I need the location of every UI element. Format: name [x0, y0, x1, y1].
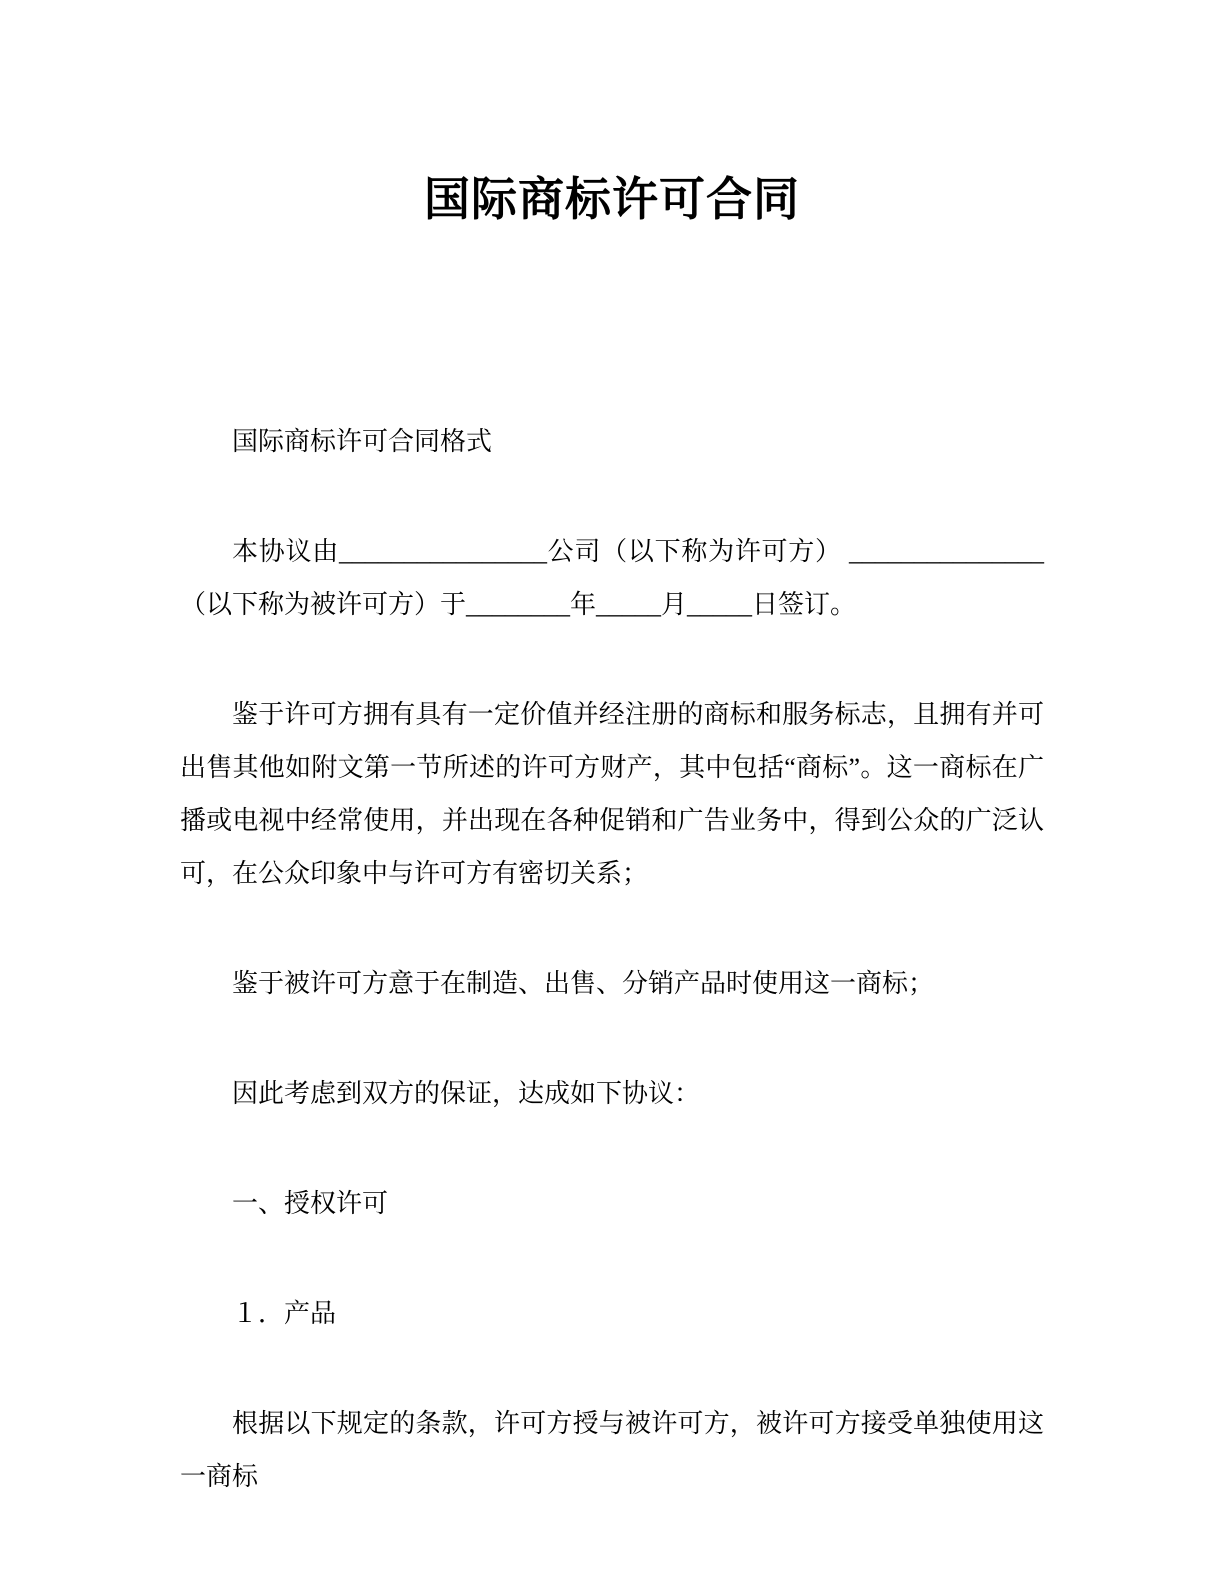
- consideration-clause: 因此考虑到双方的保证，达成如下协议：: [232, 1078, 701, 1108]
- whereas-licensee-clause: 鉴于被许可方意于在制造、出售、分销产品时使用这一商标；: [232, 968, 935, 998]
- clause-1-products-heading: １．产品: [232, 1298, 337, 1328]
- document-body: [180, 415, 1044, 1503]
- parties-and-date-clause: 本协议由________________公司（以下称为许可方） _______________（以下称为被许可方）于________年_____月_____日签订。: [180, 536, 1044, 619]
- grant-clause-text: 根据以下规定的条款，许可方授与被许可方，被许可方接受单独使用这一商标: [180, 1408, 1044, 1491]
- whereas-licensor-clause: 鉴于许可方拥有具有一定价值并经注册的商标和服务标志，且拥有并可出售其他如附文第一节所述的许可方财产，其中包括“商标”。这一商标在广播或电视中经常使用，并出现在各种促销和广告业务中，得到公众的广泛认可，在公众印象中与许可方有密切关系；: [180, 699, 1044, 888]
- document-title: 国际商标许可合同: [424, 171, 800, 226]
- format-heading: 国际商标许可合同格式: [232, 426, 493, 456]
- section-1-heading: 一、授权许可: [232, 1188, 389, 1218]
